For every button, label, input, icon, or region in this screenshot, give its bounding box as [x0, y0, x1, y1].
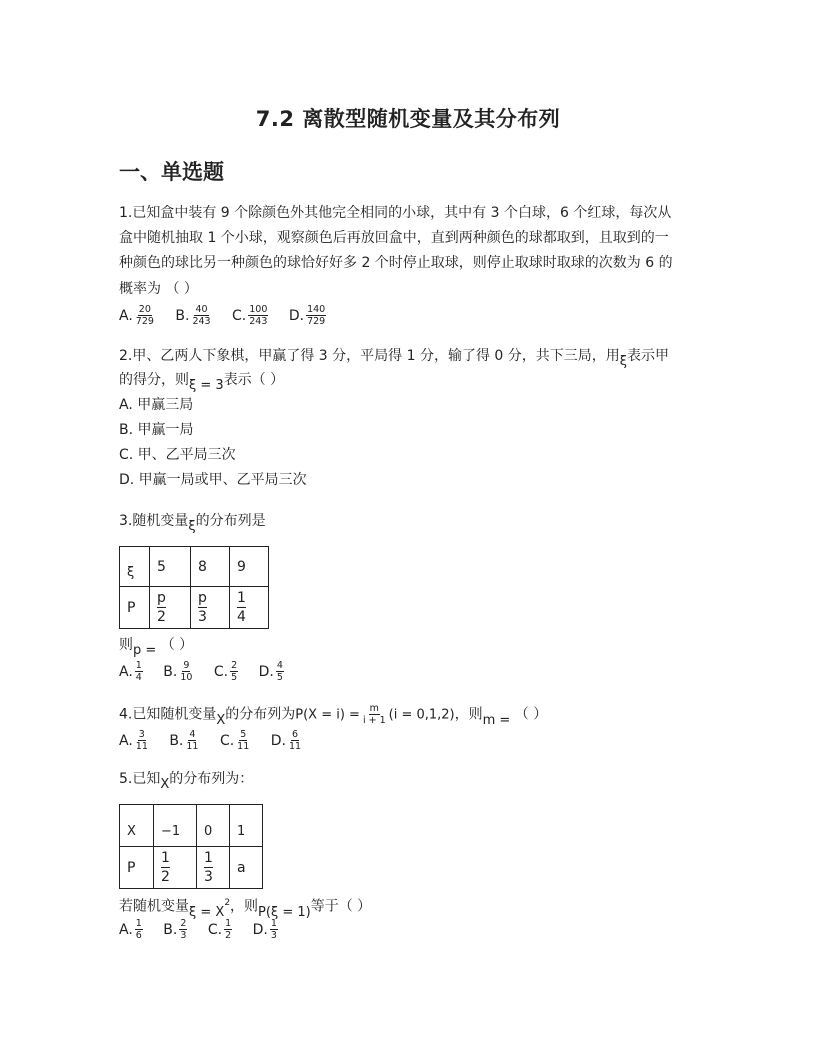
table-cell: $\frac{p}{3}$: [191, 587, 230, 629]
q5-line: 5.已知X的分布列为：: [119, 771, 254, 792]
table-cell: 1: [230, 805, 263, 847]
q4-options: [119, 729, 318, 752]
table-cell: a: [230, 847, 263, 889]
table-cell: $\frac{p}{2}$: [150, 587, 191, 629]
q3-distribution-table: [119, 546, 269, 629]
q1-option-d: D. $\frac{140}{729}$: [288, 304, 326, 327]
q4-option-a: A. $\frac{3}{11}$: [119, 729, 148, 752]
q1-option-b: B. $\frac{40}{243}$: [175, 304, 211, 327]
q3-table-row-values: [120, 547, 269, 587]
table-cell: 9: [230, 547, 269, 587]
q2-line-2: 的得分，则ξ = 3表示（ ）: [119, 372, 285, 393]
q4-option-c: C. $\frac{5}{11}$: [219, 729, 250, 752]
q3-option-b: B. $\frac{9}{10}$: [163, 660, 193, 683]
q5-table-row-values: [120, 805, 263, 847]
q3-line: 3.随机变量ξ的分布列是: [119, 513, 266, 534]
table-cell: P: [120, 587, 150, 629]
table-cell: 0: [197, 805, 230, 847]
table-cell: $\frac{1}{4}$: [230, 587, 269, 629]
q2-line-1: 2.甲、乙两人下象棋，甲赢了得 3 分，平局得 1 分，输了得 0 分，共下三局，用ξ表示甲: [119, 348, 670, 369]
table-cell: P: [120, 847, 154, 889]
q3-table-row-probabilities: [120, 587, 269, 629]
q3-options: [119, 660, 300, 683]
table-cell: 8: [191, 547, 230, 587]
table-cell: ξ: [120, 547, 150, 587]
table-cell: 5: [150, 547, 191, 587]
q5-option-b: B. $\frac{2}{3}$: [163, 918, 187, 941]
q3-option-c: C. $\frac{2}{5}$: [213, 660, 238, 683]
q1-line-3: 种颜色的球比另一种颜色的球恰好好多 2 个时停止取球，则停止取球时取球的次数为 6 的: [119, 255, 673, 271]
q1-line-1: 1.已知盒中装有 9 个除颜色外其他完全相同的小球，其中有 3 个白球，6 个红球，每次从: [119, 205, 672, 221]
section-heading: 一、单选题: [119, 160, 224, 184]
q5-option-c: C. $\frac{1}{2}$: [207, 918, 232, 941]
q4-line: 4.已知随机变量X的分布列为P(X = i) = $\frac{m}{i + 1}$ (i = 0,1,2)，则m = （ ）: [119, 703, 548, 728]
table-cell: X: [120, 805, 154, 847]
q2-option-a: A. 甲赢三局: [119, 397, 194, 413]
q2-option-d: D. 甲赢一局或甲、乙平局三次: [119, 472, 307, 488]
q3-option-d: D. $\frac{4}{5}$: [258, 660, 283, 683]
q2-option-c: C. 甲、乙平局三次: [119, 447, 236, 463]
q5-option-d: D. $\frac{1}{3}$: [252, 918, 277, 941]
q1-options: [119, 304, 342, 327]
q5-question: 若随机变量$\xi = X^2$，则P(ξ = 1)等于（ ）: [119, 898, 372, 920]
q1-line-4: 概率为 （ ）: [119, 281, 198, 297]
table-cell: −1: [154, 805, 197, 847]
q5-option-a: A. $\frac{1}{6}$: [119, 918, 142, 941]
q4-option-b: B. $\frac{4}{11}$: [169, 729, 199, 752]
q3-option-a: A. $\frac{1}{4}$: [119, 660, 142, 683]
q2-option-b: B. 甲赢一局: [119, 422, 194, 438]
q1-line-2: 盒中随机抽取 1 个小球，观察颜色后再放回盒中，直到两种颜色的球都取到，且取到的一: [119, 230, 669, 246]
q5-table-row-probabilities: [120, 847, 263, 889]
q1-option-c: C. $\frac{100}{243}$: [232, 304, 268, 327]
table-cell: $\frac{1}{2}$: [154, 847, 197, 889]
document-title: 7.2 离散型随机变量及其分布列: [255, 107, 561, 131]
q5-distribution-table: [119, 804, 263, 889]
q1-option-a: A. $\frac{20}{729}$: [119, 304, 154, 327]
q4-option-d: D. $\frac{6}{11}$: [270, 729, 302, 752]
table-cell: $\frac{1}{3}$: [197, 847, 230, 889]
q5-options: [119, 918, 294, 941]
q3-question: 则p = （ ）: [119, 637, 194, 658]
